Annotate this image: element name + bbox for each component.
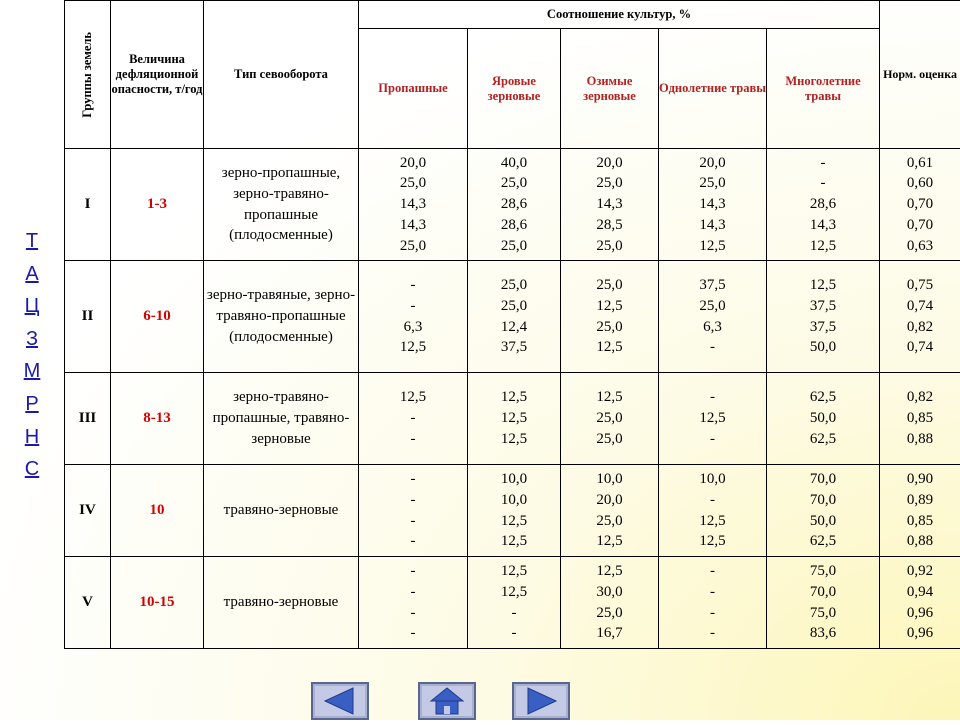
value-line: - bbox=[359, 408, 467, 429]
rotation-type-cell: зерно-травяные, зерно-травяно-пропашные (плодосменные) bbox=[204, 261, 359, 373]
group-cell: III bbox=[65, 373, 111, 465]
crop-value-cell bbox=[659, 261, 767, 373]
crop-value-cell bbox=[561, 557, 659, 649]
value-line: - bbox=[359, 275, 467, 296]
value-line: 12,5 bbox=[659, 511, 766, 532]
header-crop: Пропашные bbox=[359, 29, 468, 149]
value-line: 12,5 bbox=[468, 408, 560, 429]
value-line: 0,82 bbox=[880, 387, 960, 408]
side-nav-link[interactable]: Ц bbox=[25, 290, 40, 323]
value-line: 14,3 bbox=[561, 194, 658, 215]
crop-value-cell bbox=[561, 149, 659, 261]
crop-value-cell bbox=[468, 373, 561, 465]
value-line: 20,0 bbox=[561, 490, 658, 511]
value-line: 14,3 bbox=[659, 194, 766, 215]
value-line: - bbox=[659, 490, 766, 511]
value-line: 12,5 bbox=[359, 387, 467, 408]
value-line: 20,0 bbox=[359, 153, 467, 174]
value-line: 50,0 bbox=[767, 511, 879, 532]
value-line: - bbox=[359, 603, 467, 624]
value-line: 14,3 bbox=[359, 194, 467, 215]
crop-rotation-table bbox=[64, 0, 960, 649]
header-norm: Норм. оценка bbox=[880, 1, 960, 149]
value-line: 12,5 bbox=[767, 275, 879, 296]
value-line: 25,0 bbox=[561, 408, 658, 429]
table-row bbox=[65, 465, 960, 557]
value-line: 25,0 bbox=[561, 275, 658, 296]
value-line: 0,96 bbox=[880, 623, 960, 644]
value-line: 0,60 bbox=[880, 173, 960, 194]
value-line: 25,0 bbox=[659, 173, 766, 194]
value-line: 0,70 bbox=[880, 194, 960, 215]
previous-button[interactable] bbox=[311, 682, 369, 720]
value-line: 28,6 bbox=[468, 215, 560, 236]
value-line: 70,0 bbox=[767, 582, 879, 603]
value-line: - bbox=[359, 561, 467, 582]
value-line: - bbox=[359, 531, 467, 552]
crop-value-cell bbox=[359, 149, 468, 261]
value-line: 0,96 bbox=[880, 603, 960, 624]
crop-value-cell bbox=[659, 149, 767, 261]
value-line: 62,5 bbox=[767, 531, 879, 552]
crop-value-cell bbox=[659, 465, 767, 557]
crop-value-cell bbox=[561, 465, 659, 557]
value-line: - bbox=[659, 429, 766, 450]
rotation-type-cell: зерно-травяно-пропашные, травяно-зерновые bbox=[204, 373, 359, 465]
value-line: - bbox=[359, 623, 467, 644]
header-crop: Яровые зерновые bbox=[468, 29, 561, 149]
home-button[interactable] bbox=[418, 682, 476, 720]
value-line: 0,92 bbox=[880, 561, 960, 582]
table-row bbox=[65, 261, 960, 373]
value-line: 0,74 bbox=[880, 337, 960, 358]
value-line: 12,5 bbox=[561, 531, 658, 552]
deflation-cell: 10 bbox=[111, 465, 204, 557]
norm-cell bbox=[880, 557, 960, 649]
value-line: 0,63 bbox=[880, 236, 960, 257]
value-line: 0,89 bbox=[880, 490, 960, 511]
value-line: 83,6 bbox=[767, 623, 879, 644]
side-nav-link[interactable]: Н bbox=[25, 421, 39, 454]
value-line: - bbox=[659, 387, 766, 408]
value-line: 10,0 bbox=[659, 469, 766, 490]
header-rotation-type: Тип севооборота bbox=[204, 1, 359, 149]
rotation-type-cell: зерно-пропашные, зерно-травяно-пропашные (плодосменные) bbox=[204, 149, 359, 261]
value-line: 12,5 bbox=[659, 531, 766, 552]
value-line: 12,5 bbox=[561, 337, 658, 358]
value-line: 12,5 bbox=[468, 561, 560, 582]
norm-cell bbox=[880, 373, 960, 465]
value-line: 70,0 bbox=[767, 469, 879, 490]
side-navigation bbox=[18, 225, 46, 486]
crop-value-cell bbox=[561, 373, 659, 465]
value-line: - bbox=[468, 623, 560, 644]
value-line: 0,82 bbox=[880, 317, 960, 338]
value-line: 25,0 bbox=[561, 317, 658, 338]
value-line: 12,5 bbox=[468, 531, 560, 552]
value-line: 28,6 bbox=[767, 194, 879, 215]
value-line: - bbox=[659, 603, 766, 624]
crop-value-cell bbox=[359, 261, 468, 373]
value-line: 0,75 bbox=[880, 275, 960, 296]
table-row bbox=[65, 373, 960, 465]
header-crop: Озимые зерновые bbox=[561, 29, 659, 149]
rotation-type-cell: травяно-зерновые bbox=[204, 465, 359, 557]
value-line: 12,4 bbox=[468, 317, 560, 338]
value-line: 0,61 bbox=[880, 153, 960, 174]
value-line: 28,5 bbox=[561, 215, 658, 236]
value-line: 75,0 bbox=[767, 603, 879, 624]
deflation-cell: 1-3 bbox=[111, 149, 204, 261]
crop-value-cell bbox=[468, 465, 561, 557]
value-line: - bbox=[659, 623, 766, 644]
value-line: 25,0 bbox=[468, 296, 560, 317]
table-row bbox=[65, 557, 960, 649]
value-line: 25,0 bbox=[468, 173, 560, 194]
crop-value-cell bbox=[659, 373, 767, 465]
value-line: 0,85 bbox=[880, 511, 960, 532]
value-line: 10,0 bbox=[468, 490, 560, 511]
value-line: 25,0 bbox=[468, 236, 560, 257]
value-line: 20,0 bbox=[659, 153, 766, 174]
deflation-cell: 8-13 bbox=[111, 373, 204, 465]
group-cell: II bbox=[65, 261, 111, 373]
value-line: 6,3 bbox=[359, 317, 467, 338]
value-line: 12,5 bbox=[561, 387, 658, 408]
value-line: 25,0 bbox=[561, 511, 658, 532]
crop-value-cell bbox=[359, 557, 468, 649]
value-line: 28,6 bbox=[468, 194, 560, 215]
home-icon bbox=[418, 682, 476, 720]
side-nav-link[interactable]: Р bbox=[25, 388, 38, 421]
value-line: 25,0 bbox=[561, 429, 658, 450]
value-line: 0,88 bbox=[880, 429, 960, 450]
value-line: - bbox=[659, 337, 766, 358]
value-line: 10,0 bbox=[468, 469, 560, 490]
crop-value-cell bbox=[659, 557, 767, 649]
value-line: - bbox=[659, 582, 766, 603]
value-line: 25,0 bbox=[359, 173, 467, 194]
rotation-type-cell: травяно-зерновые bbox=[204, 557, 359, 649]
deflation-cell: 10-15 bbox=[111, 557, 204, 649]
value-line: 16,7 bbox=[561, 623, 658, 644]
value-line: - bbox=[659, 561, 766, 582]
value-line: 12,5 bbox=[561, 296, 658, 317]
crop-value-cell bbox=[468, 261, 561, 373]
navigation-buttons bbox=[0, 682, 960, 720]
header-crop: Однолетние травы bbox=[659, 29, 767, 149]
crop-value-cell bbox=[767, 149, 880, 261]
side-nav-link[interactable]: Т bbox=[26, 225, 38, 258]
side-nav-link[interactable]: С bbox=[25, 453, 39, 486]
arrow-left-icon bbox=[311, 682, 369, 720]
value-line: - bbox=[359, 490, 467, 511]
header-crop: Многолетние травы bbox=[767, 29, 880, 149]
crop-value-cell bbox=[359, 373, 468, 465]
value-line: 14,3 bbox=[659, 215, 766, 236]
header-deflation: Величина дефляционной опасности, т/год bbox=[111, 1, 204, 149]
value-line: 20,0 bbox=[561, 153, 658, 174]
header-ratio: Соотношение культур, % bbox=[359, 1, 880, 29]
value-line: 25,0 bbox=[561, 173, 658, 194]
value-line: - bbox=[767, 173, 879, 194]
value-line: 62,5 bbox=[767, 429, 879, 450]
value-line: 75,0 bbox=[767, 561, 879, 582]
value-line: 0,70 bbox=[880, 215, 960, 236]
value-line: - bbox=[359, 469, 467, 490]
value-line: 25,0 bbox=[359, 236, 467, 257]
value-line: 40,0 bbox=[468, 153, 560, 174]
value-line: 12,5 bbox=[767, 236, 879, 257]
value-line: - bbox=[359, 582, 467, 603]
crop-value-cell bbox=[468, 149, 561, 261]
arrow-right-icon bbox=[512, 682, 570, 720]
value-line: 0,74 bbox=[880, 296, 960, 317]
group-cell: V bbox=[65, 557, 111, 649]
value-line: 12,5 bbox=[468, 511, 560, 532]
group-cell: I bbox=[65, 149, 111, 261]
crop-value-cell bbox=[359, 465, 468, 557]
value-line: 62,5 bbox=[767, 387, 879, 408]
value-line: - bbox=[359, 296, 467, 317]
norm-cell bbox=[880, 149, 960, 261]
crop-value-cell bbox=[767, 261, 880, 373]
value-line: - bbox=[767, 153, 879, 174]
value-line: 12,5 bbox=[659, 408, 766, 429]
value-line: 25,0 bbox=[468, 275, 560, 296]
value-line: 12,5 bbox=[468, 429, 560, 450]
value-line: 6,3 bbox=[659, 317, 766, 338]
crop-value-cell bbox=[767, 465, 880, 557]
value-line: 37,5 bbox=[767, 296, 879, 317]
norm-cell bbox=[880, 465, 960, 557]
side-nav-link[interactable]: А bbox=[25, 258, 38, 291]
value-line: 30,0 bbox=[561, 582, 658, 603]
value-line: - bbox=[359, 511, 467, 532]
table-row bbox=[65, 149, 960, 261]
value-line: 14,3 bbox=[359, 215, 467, 236]
deflation-cell: 6-10 bbox=[111, 261, 204, 373]
value-line: 25,0 bbox=[659, 296, 766, 317]
value-line: 14,3 bbox=[767, 215, 879, 236]
value-line: 37,5 bbox=[468, 337, 560, 358]
side-nav-link[interactable]: М bbox=[24, 355, 41, 388]
value-line: 37,5 bbox=[767, 317, 879, 338]
next-button[interactable] bbox=[512, 682, 570, 720]
value-line: - bbox=[468, 603, 560, 624]
value-line: 50,0 bbox=[767, 337, 879, 358]
crop-value-cell bbox=[767, 557, 880, 649]
value-line: 12,5 bbox=[561, 561, 658, 582]
group-cell: IV bbox=[65, 465, 111, 557]
value-line: 25,0 bbox=[561, 236, 658, 257]
value-line: 50,0 bbox=[767, 408, 879, 429]
value-line: 70,0 bbox=[767, 490, 879, 511]
value-line: 0,94 bbox=[880, 582, 960, 603]
value-line: 12,5 bbox=[468, 387, 560, 408]
value-line: 12,5 bbox=[659, 236, 766, 257]
value-line: 37,5 bbox=[659, 275, 766, 296]
value-line: 0,90 bbox=[880, 469, 960, 490]
value-line: - bbox=[359, 429, 467, 450]
header-groups: Группы земель bbox=[65, 1, 111, 149]
value-line: 0,88 bbox=[880, 531, 960, 552]
side-nav-link[interactable]: З bbox=[26, 323, 38, 356]
crop-value-cell bbox=[468, 557, 561, 649]
crop-value-cell bbox=[561, 261, 659, 373]
value-line: 12,5 bbox=[359, 337, 467, 358]
crop-value-cell bbox=[767, 373, 880, 465]
value-line: 25,0 bbox=[561, 603, 658, 624]
value-line: 10,0 bbox=[561, 469, 658, 490]
value-line: 0,85 bbox=[880, 408, 960, 429]
value-line: 12,5 bbox=[468, 582, 560, 603]
norm-cell bbox=[880, 261, 960, 373]
